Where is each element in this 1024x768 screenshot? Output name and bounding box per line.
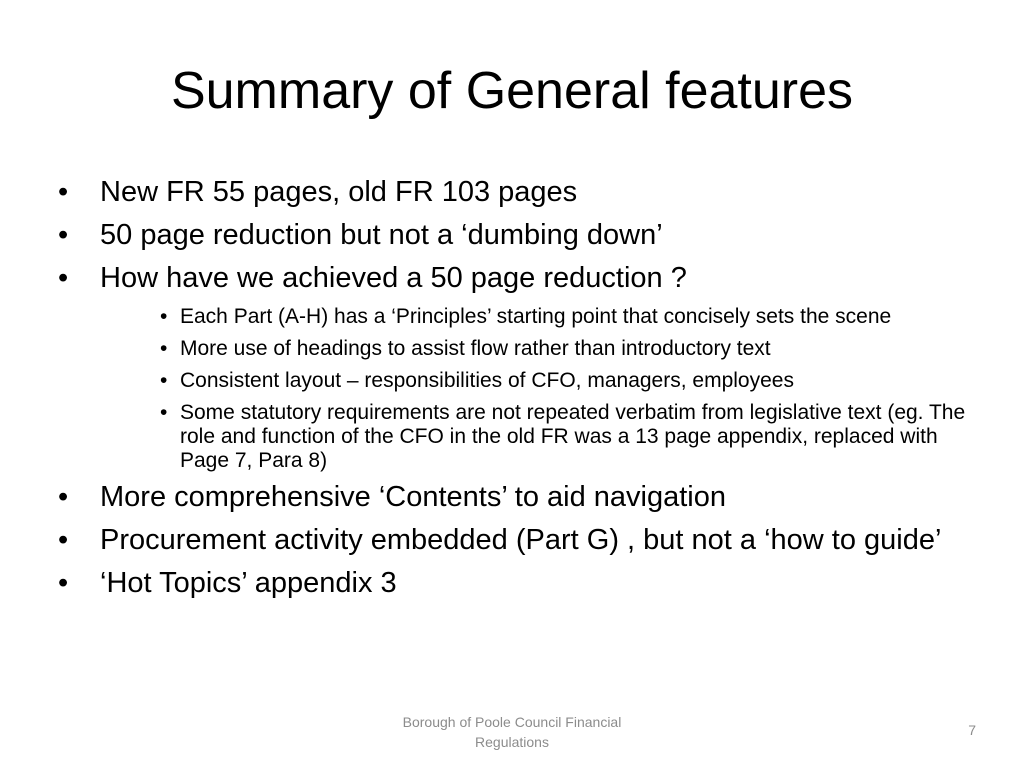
bullet-item — [56, 262, 976, 295]
sub-bullet-icon: • — [160, 305, 168, 328]
footer-line: Borough of Poole Council Financial — [402, 714, 622, 730]
sub-bullet-item — [156, 305, 976, 329]
sub-bullet-icon: • — [160, 337, 168, 360]
bullet-item — [56, 567, 976, 600]
bullet-item — [56, 176, 976, 209]
bullet-icon: • — [58, 567, 69, 599]
bullet-text: More comprehensive ‘Contents’ to aid navigation — [100, 481, 726, 513]
bullet-list-continued — [56, 481, 976, 600]
sub-bullet-item — [156, 337, 976, 361]
bullet-icon: • — [58, 219, 69, 251]
sub-bullet-text: More use of headings to assist flow rather than introductory text — [180, 337, 771, 360]
slide-footer — [372, 712, 652, 752]
bullet-icon: • — [58, 524, 69, 556]
footer-line: Regulations — [475, 734, 549, 750]
bullet-text: ‘Hot Topics’ appendix 3 — [100, 567, 397, 599]
bullet-text: How have we achieved a 50 page reduction ? — [100, 262, 687, 294]
page-number: 7 — [968, 722, 976, 738]
bullet-icon: • — [58, 262, 69, 294]
sub-bullet-list — [56, 305, 976, 473]
sub-bullet-text: Each Part (A-H) has a ‘Principles’ starting point that concisely sets the scene — [180, 305, 892, 328]
sub-bullet-text: Consistent layout – responsibilities of CFO, managers, employees — [180, 369, 794, 392]
bullet-icon: • — [58, 481, 69, 513]
bullet-text: Procurement activity embedded (Part G) , but not a ‘how to guide’ — [100, 524, 942, 556]
sub-bullet-item — [156, 401, 976, 473]
sub-bullet-text: Some statutory requirements are not repeated verbatim from legislative text (eg. The role and function of the CFO in the old FR was a 13 page appendix, replaced with Page 7, Para 8) — [180, 401, 966, 472]
sub-bullet-icon: • — [160, 401, 168, 424]
bullet-icon: • — [58, 176, 69, 208]
sub-bullet-item — [156, 369, 976, 393]
bullet-item — [56, 219, 976, 252]
bullet-item — [56, 524, 976, 557]
bullet-text: 50 page reduction but not a ‘dumbing down’ — [100, 219, 663, 251]
slide-content — [56, 176, 976, 610]
bullet-list — [56, 176, 976, 295]
sub-bullet-icon: • — [160, 369, 168, 392]
bullet-text: New FR 55 pages, old FR 103 pages — [100, 176, 578, 208]
bullet-item — [56, 481, 976, 514]
slide-title: Summary of General features — [170, 62, 854, 120]
